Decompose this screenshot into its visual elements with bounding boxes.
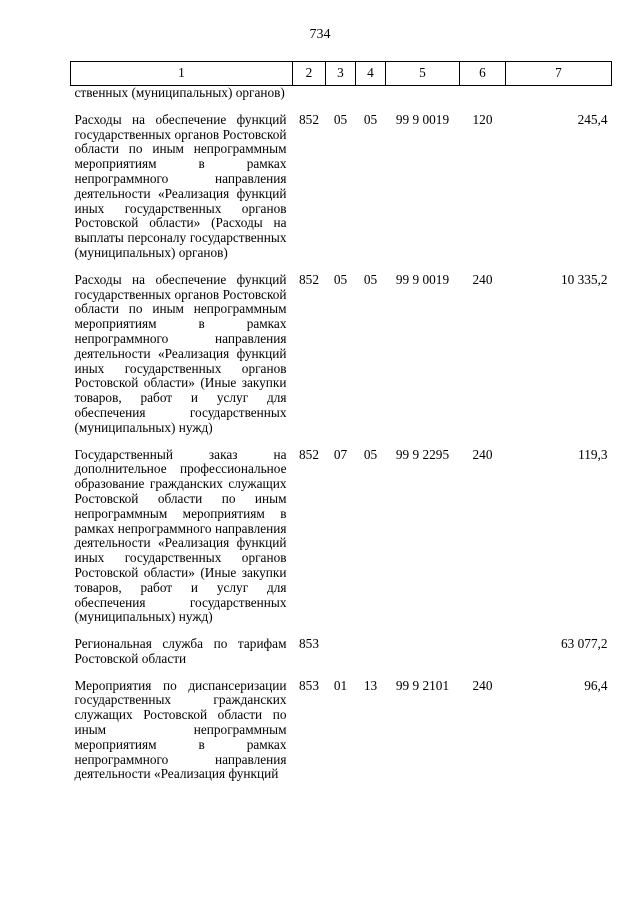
row-expense-type: 120 bbox=[472, 111, 493, 127]
row-amount: 63 077,2 bbox=[560, 636, 608, 652]
header-row bbox=[71, 62, 612, 86]
row-admin-code: 853 bbox=[299, 636, 319, 652]
row-target-article bbox=[386, 86, 460, 113]
row-subsection: 05 bbox=[363, 271, 378, 287]
table-row bbox=[71, 86, 612, 113]
row-section bbox=[326, 86, 356, 113]
row-subsection: 05 bbox=[363, 111, 378, 127]
row-admin-code bbox=[293, 86, 326, 113]
row-description: Мероприятия по диспансеризации государственных гражданских служащих Ростовской области по иным непрограммным мероприятиям в рамках непрограммного направления деятельности «Реализация функций bbox=[74, 677, 287, 782]
row-subsection bbox=[356, 637, 386, 679]
table-row bbox=[71, 448, 612, 638]
row-target-article: 99 9 0019 bbox=[395, 271, 450, 287]
row-description: Государственный заказ на дополнительное профессиональное образование гражданских служащих Ростовской области по иным непрограммным мероприятиям в рамках непрограммного направления деятельности «Реализация функций иных государственных органов Ростовской области» (Иные закупки товаров, работ и услуг для обеспечения государственных (муниципальных) нужд) bbox=[74, 446, 287, 625]
page-number: 734 bbox=[309, 27, 331, 42]
row-amount bbox=[506, 86, 612, 113]
row-description: ственных (муниципальных) органов) bbox=[74, 85, 285, 100]
row-target-article: 99 9 2295 bbox=[395, 446, 450, 462]
header-col-6: 6 bbox=[460, 62, 506, 86]
row-admin-code: 852 bbox=[299, 271, 319, 287]
row-section: 01 bbox=[333, 677, 348, 693]
row-amount: 96,4 bbox=[584, 677, 608, 693]
row-expense-type bbox=[460, 86, 506, 113]
row-target-article bbox=[386, 637, 460, 679]
table-row bbox=[71, 113, 612, 273]
row-expense-type: 240 bbox=[472, 677, 493, 693]
row-amount: 10 335,2 bbox=[560, 271, 608, 287]
row-admin-code: 852 bbox=[299, 111, 319, 127]
row-subsection: 05 bbox=[363, 446, 378, 462]
header-col-4: 4 bbox=[356, 62, 386, 86]
table-header bbox=[71, 62, 612, 86]
table-row bbox=[71, 637, 612, 679]
row-description: Расходы на обеспечение функций государственных органов Ростовской области по иным непрограммным мероприятиям в рамках непрограммного направления деятельности «Реализация функций иных государственных органов Ростовской области» (Иные закупки товаров, работ и услуг для обеспечения государственных (муниципальных) нужд) bbox=[74, 271, 287, 435]
row-admin-code: 853 bbox=[299, 677, 319, 693]
row-section bbox=[326, 637, 356, 679]
row-description: Расходы на обеспечение функций государственных органов Ростовской области по иным непрограммным мероприятиям в рамках непрограммного направления деятельности «Реализация функций иных государственных органов Ростовской области» (Расходы на выплаты персоналу государственных (муниципальных) органов) bbox=[74, 111, 287, 260]
row-expense-type: 240 bbox=[472, 446, 493, 462]
row-section: 05 bbox=[333, 271, 348, 287]
header-col-7: 7 bbox=[506, 62, 612, 86]
row-expense-type bbox=[460, 637, 506, 679]
header-col-1: 1 bbox=[71, 62, 293, 86]
row-target-article: 99 9 0019 bbox=[395, 111, 450, 127]
row-admin-code: 852 bbox=[299, 446, 319, 462]
budget-table bbox=[70, 61, 612, 794]
row-expense-type: 240 bbox=[472, 271, 493, 287]
row-section: 07 bbox=[333, 446, 348, 462]
row-section: 05 bbox=[333, 111, 348, 127]
row-amount: 119,3 bbox=[578, 446, 608, 462]
header-col-3: 3 bbox=[326, 62, 356, 86]
row-description: Региональная служба по тарифам Ростовской области bbox=[74, 636, 287, 666]
header-col-5: 5 bbox=[386, 62, 460, 86]
header-col-2: 2 bbox=[293, 62, 326, 86]
table-row bbox=[71, 273, 612, 448]
row-subsection: 13 bbox=[363, 677, 378, 693]
row-target-article: 99 9 2101 bbox=[395, 677, 450, 693]
row-subsection bbox=[356, 86, 386, 113]
table-body bbox=[71, 86, 612, 795]
table-row bbox=[71, 679, 612, 795]
row-amount: 245,4 bbox=[577, 111, 608, 127]
